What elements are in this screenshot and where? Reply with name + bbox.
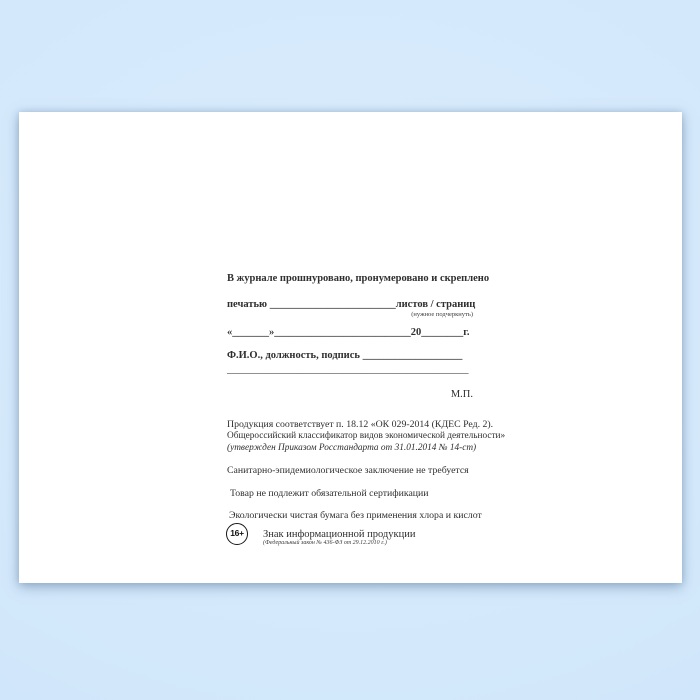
stamp-place-label: М.П.: [450, 389, 473, 400]
seal-prefix: печатью: [227, 299, 270, 310]
info-product-label: Знак информационной продукции: [263, 529, 416, 540]
compliance-line-3: (утвержден Приказом Росстандарта от 31.01.2014 № 14-ст): [227, 443, 477, 453]
date-line: «_______»__________________________20________г.: [227, 327, 470, 338]
seal-sheets-line: [227, 299, 476, 311]
signatory-blank-line: ___________________: [362, 350, 463, 361]
binding-statement: В журнале прошнуровано, пронумеровано и скреплено: [227, 273, 490, 284]
certification-statement: Товар не подлежит обязательной сертификации: [230, 488, 429, 499]
page-text-block: [227, 112, 506, 583]
seal-blank-line: ________________________: [269, 299, 396, 310]
journal-back-page: [19, 112, 682, 583]
age-16-badge-icon: 16+: [226, 523, 248, 545]
signatory-line: [227, 350, 473, 362]
signature-blank-line: ______________________________________________: [227, 364, 469, 375]
eco-paper-statement: Экологически чистая бумага без применения хлора и кислот: [229, 510, 482, 521]
compliance-line-1: Продукция соответствует п. 18.12 «ОК 029-2014 (КДЕС Ред. 2).: [227, 419, 494, 430]
sanitary-statement: Санитарно-эпидемиологическое заключение не требуется: [227, 465, 469, 476]
seal-suffix: листов / страниц: [395, 299, 476, 310]
compliance-line-2: Общероссийский классификатор видов экономической деятельности»: [227, 431, 506, 441]
federal-law-note: (Федеральный закон № 436-ФЗ от 29.12.2010 г.): [263, 540, 387, 546]
signatory-prefix: Ф.И.О., должность, подпись: [227, 350, 363, 361]
underline-note: (нужное подчеркнуть): [411, 311, 473, 318]
